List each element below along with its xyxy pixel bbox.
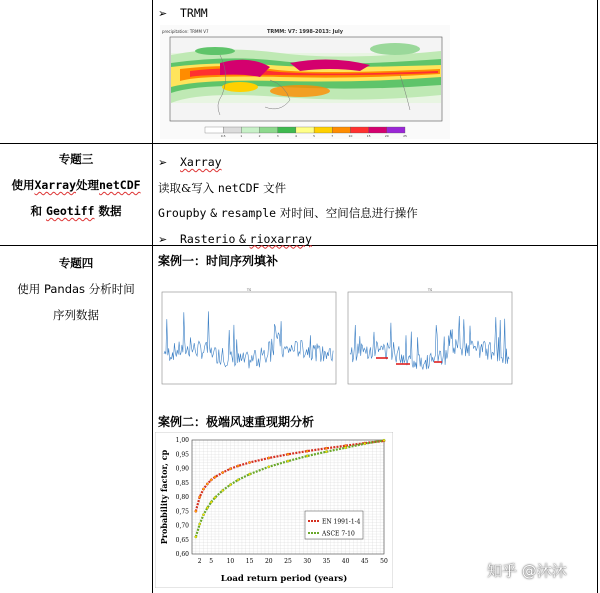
x-axis-label: Load return period (years) xyxy=(220,574,348,584)
legend-tick: 25 xyxy=(403,134,407,138)
y-tick-label: 0,75 xyxy=(175,508,189,516)
map-title: TRMM: V7: 1998-2013: July xyxy=(266,29,344,35)
series-point xyxy=(198,496,200,498)
legend-tick: 4 xyxy=(294,134,297,138)
x-tick-label: 40 xyxy=(341,558,350,565)
series-point xyxy=(210,479,212,481)
series-point xyxy=(383,439,385,441)
y-tick-label: 1,00 xyxy=(175,437,189,444)
ts1-title: TS xyxy=(246,288,252,292)
series-point xyxy=(195,510,197,512)
case2-title: 案例二：极端风速重现期分析 xyxy=(158,415,315,429)
x-tick-label: 25 xyxy=(284,558,292,565)
series-point xyxy=(287,460,289,462)
right-border xyxy=(597,0,598,593)
topic4-line1: 使用 Pandas 分析时间 xyxy=(17,282,135,296)
y-tick-label: 0,85 xyxy=(175,479,189,487)
legend-swatch xyxy=(369,127,387,133)
topic3-line1: 使用Xarray处理netCDF xyxy=(11,178,141,192)
legend-swatch xyxy=(260,127,278,133)
legend-tick: 15 xyxy=(366,134,371,138)
legend-swatch xyxy=(205,127,223,133)
legend-tick: 0.5 xyxy=(220,134,226,138)
x-tick-label: 50 xyxy=(380,558,388,565)
y-tick-label: 0,80 xyxy=(175,494,189,501)
bullet-rasterio: ➢ Rasterio & rioxarray xyxy=(158,231,312,246)
series-point xyxy=(287,453,289,455)
ts-plot-2 xyxy=(344,286,516,396)
series-point xyxy=(237,465,239,467)
x-tick-label: 30 xyxy=(303,558,312,565)
topic3-label: 专题三 xyxy=(58,152,94,166)
column-divider xyxy=(152,0,153,593)
case1-title: 案例一：时间序列填补 xyxy=(158,254,279,268)
x-tick-label: 15 xyxy=(245,558,254,565)
y-axis-label: Probability factor, cp xyxy=(159,449,169,545)
text-read-write: 读取&写入 netCDF 文件 xyxy=(158,180,287,195)
series-point xyxy=(306,450,308,452)
geotiff-term: Geotiff xyxy=(46,204,95,218)
legend-swatch xyxy=(241,127,259,133)
netcdf-term: netCDF xyxy=(99,178,141,192)
legend-entry: EN 1991-1-4 xyxy=(322,518,361,526)
x-tick-label: 35 xyxy=(322,558,331,565)
map-left-label: precipitation: TRMM V7 xyxy=(162,29,209,34)
legend-swatch xyxy=(314,127,332,133)
series-point xyxy=(222,489,224,491)
ts2-title: TS xyxy=(427,288,433,292)
series-point xyxy=(248,473,250,475)
return-period-chart xyxy=(155,432,393,588)
legend-swatch xyxy=(387,127,405,133)
series-point xyxy=(206,507,208,509)
y-tick-label: 0,70 xyxy=(175,522,189,530)
series-point xyxy=(268,466,270,468)
series-point xyxy=(202,488,204,490)
y-tick-label: 0,95 xyxy=(175,451,189,459)
legend-swatch xyxy=(350,127,368,133)
legend-entry: ASCE 7-10 xyxy=(322,530,355,538)
trmm-title: TRMM xyxy=(180,6,208,20)
xarray-term: Xarray xyxy=(34,178,76,192)
legend-tick: 10 xyxy=(348,134,353,138)
bullet-icon: ➢ xyxy=(158,7,168,20)
series-point xyxy=(248,461,250,463)
series-point xyxy=(268,457,270,459)
topic3-line2: 和 Geotiff 数据 xyxy=(30,204,122,218)
legend-tick: 1 xyxy=(240,134,243,138)
legend-swatch xyxy=(223,127,241,133)
legend-tick: 7 xyxy=(331,134,334,138)
series-point xyxy=(364,443,366,445)
watermark: 知乎 @沐沐 xyxy=(487,562,567,580)
series-point xyxy=(306,455,308,457)
topic4-cell xyxy=(0,250,152,328)
bullet-xarray: ➢ Xarray xyxy=(158,155,222,169)
text-groupby: Groupby & resample 对时间、空间信息进行操作 xyxy=(158,206,418,220)
legend-swatch xyxy=(296,127,314,133)
y-tick-label: 0,90 xyxy=(175,465,189,473)
trmm-map xyxy=(160,25,450,139)
y-tick-label: 0,60 xyxy=(175,551,189,558)
ts-plot-1 xyxy=(158,286,340,396)
series-point xyxy=(195,536,197,538)
series-point xyxy=(214,476,216,478)
x-tick-label: 10 xyxy=(226,558,235,565)
series-point xyxy=(206,483,208,485)
chart-legend xyxy=(305,511,363,539)
series-point xyxy=(222,471,224,473)
topic3-content xyxy=(158,150,418,252)
series-point xyxy=(210,501,212,503)
x-tick-label: 45 xyxy=(360,558,369,565)
series-point xyxy=(325,450,327,452)
row1-content xyxy=(158,6,208,20)
series-point xyxy=(325,447,327,449)
series-point xyxy=(214,496,216,498)
series-point xyxy=(202,513,204,515)
y-tick-label: 0,65 xyxy=(175,536,189,544)
legend-tick: 2 xyxy=(258,134,261,138)
series-point xyxy=(198,523,200,525)
x-tick-label: 20 xyxy=(264,558,273,565)
series-point xyxy=(229,468,231,470)
row-divider-1 xyxy=(0,143,598,144)
x-tick-label: 2 xyxy=(197,558,202,565)
legend-tick: 5 xyxy=(313,134,316,138)
topic3-cell xyxy=(0,146,152,224)
legend-tick: 20 xyxy=(384,134,389,138)
legend-swatch xyxy=(332,127,350,133)
series-point xyxy=(237,479,239,481)
x-tick-label: 5 xyxy=(209,558,214,565)
topic4-line2: 序列数据 xyxy=(53,308,99,322)
topic4-label: 专题四 xyxy=(58,256,94,270)
series-point xyxy=(229,484,231,486)
legend-swatch xyxy=(278,127,296,133)
series-point xyxy=(344,446,346,448)
legend-tick: 3 xyxy=(276,134,279,138)
